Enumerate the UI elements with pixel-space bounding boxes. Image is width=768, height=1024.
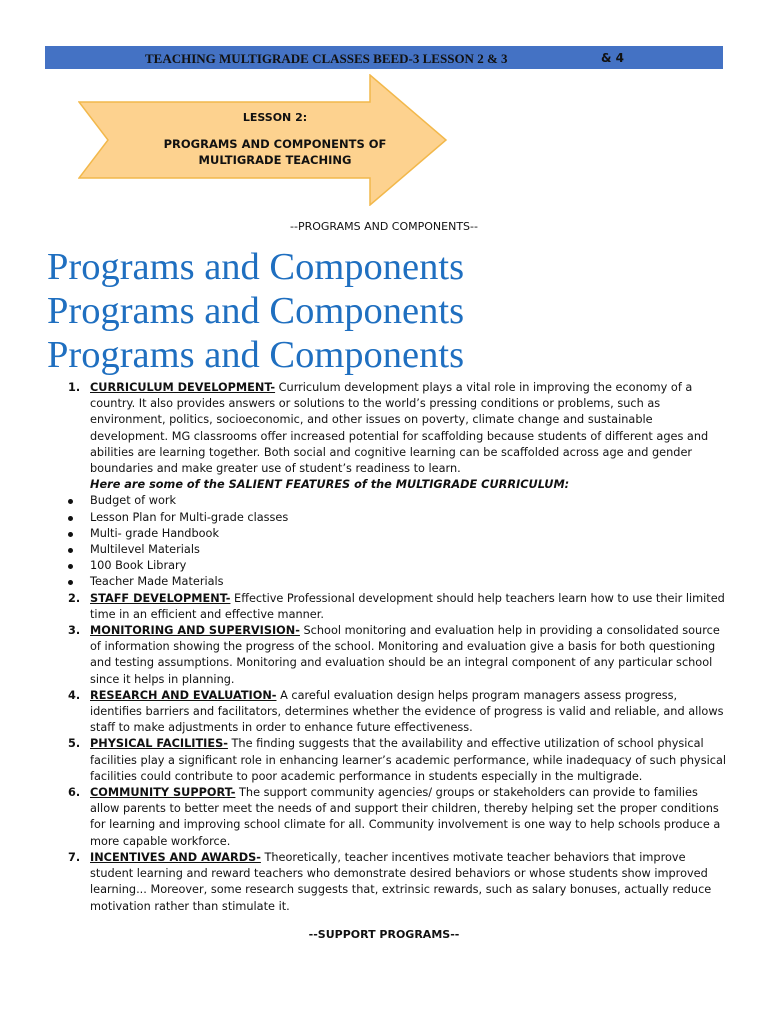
bullet-item [60,510,726,526]
item-term: COMMUNITY SUPPORT- [90,786,236,800]
list-item [60,688,726,737]
bullet-text: Lesson Plan for Multi-grade classes [90,510,289,524]
section-header-programs: --PROGRAMS AND COMPONENTS-- [290,220,478,233]
item-term: INCENTIVES AND AWARDS- [90,850,261,864]
item-text: Curriculum development plays a vital role in improving the economy of a country. It also provides answers or solutions to the world’s pressing conditions or problems, such as environment, politics, socioeconomic, and other issues on poverty, climate change and sustainable development. MG classrooms offer increased potential for scaffolding because students of different ages and abilities are learning together. Both social and cognitive learning can be scaffolded across age and gender boundaries and make greater use of student’s readiness to learn. [90,381,709,476]
bullet-icon [68,564,73,569]
item-text: Effective Professional development should help teachers learn how to use their limited time in an efficient and effective manner. [90,591,725,621]
bullet-item [60,574,726,590]
salient-features-intro: Here are some of the SALIENT FEATURES of the MULTIGRADE CURRICULUM: [90,478,570,492]
lesson-label: LESSON 2: [242,111,308,124]
bullet-text: Multi- grade Handbook [90,526,220,540]
big-heading-line: Programs and Components [47,334,465,376]
bullet-text: Multilevel Materials [90,543,200,557]
list-item [60,591,726,623]
item-term: STAFF DEVELOPMENT- [90,591,231,605]
item-term: PHYSICAL FACILITIES- [90,737,228,751]
bullet-text: Teacher Made Materials [90,575,224,589]
bullet-item [60,558,726,574]
list-item [60,736,726,785]
item-number: 3. [68,624,81,638]
item-number: 1. [68,381,81,394]
item-text: A careful evaluation design helps program managers assess progress, identifies barriers and facilitators, determines whether the evidence of progress is valid and reliable, and allows staff to make adjustments in order to enhance future effectiveness. [90,688,724,735]
bullet-icon [68,499,73,504]
document-title-suffix: & 4 [601,51,624,65]
bullet-icon [68,580,73,585]
section-header-support: --SUPPORT PROGRAMS-- [308,928,460,941]
item-term: RESEARCH AND EVALUATION- [90,688,277,702]
document-title: TEACHING MULTIGRADE CLASSES BEED-3 LESSON 2 & 3 [145,51,508,66]
item-text: The support community agencies/ groups or stakeholders can provide to families allow parents to better meet the needs of and support their children, thereby helping set the proper conditions for learning and improving school climate for all. Community involvement is one way to help schools produce a more capable workforce. [90,786,721,848]
bullet-item [60,542,726,558]
big-heading [47,245,464,377]
item-text: Theoretically, teacher incentives motivate teacher behaviors that improve student learning and reward teachers who demonstrate desired behaviors or whose students show improved learning... Moreover, some research suggests that, extrinsic rewards, such as salary bonuses, actually reduce motivation rather than stimulate it. [90,850,712,913]
item-text: School monitoring and evaluation help in providing a consolidated source of information showing the progress of the school. Monitoring and evaluation give a basis for both questioning and testing assumptions. Monitoring and evaluation should be an integral component of any particular school since it helps in planning. [90,624,720,686]
list-item [60,785,726,850]
item-term: MONITORING AND SUPERVISION- [90,624,300,638]
item-term: CURRICULUM DEVELOPMENT- [90,381,276,394]
lesson-title-line: PROGRAMS AND COMPONENTS OF [163,137,387,151]
bullet-icon [68,516,73,521]
bullet-text: Budget of work [90,494,177,508]
item-number: 6. [68,786,81,800]
lesson-title [130,136,420,168]
item-number: 7. [68,850,81,864]
lesson-title-line: MULTIGRADE TEACHING [198,153,352,167]
item-text: The finding suggests that the availability and effective utilization of school physical facilities play a significant role in enhancing learner’s academic performance, while inadequacy of such physical facilities could contribute to poor academic performance in students especially in the multigrade. [90,737,727,783]
list-item [60,623,726,688]
bullet-item [60,526,726,542]
bullet-icon [68,532,73,537]
bullet-text: 100 Book Library [90,559,187,573]
big-heading-line: Programs and Components [47,246,465,288]
list-item [60,380,726,477]
item-number: 5. [68,737,81,751]
content-body [60,380,726,915]
big-heading-line: Programs and Components [47,290,465,332]
bullet-icon [68,548,73,553]
list-item [60,850,726,915]
item-number: 4. [68,688,81,702]
item-number: 2. [68,591,81,605]
bullet-item [60,493,726,509]
